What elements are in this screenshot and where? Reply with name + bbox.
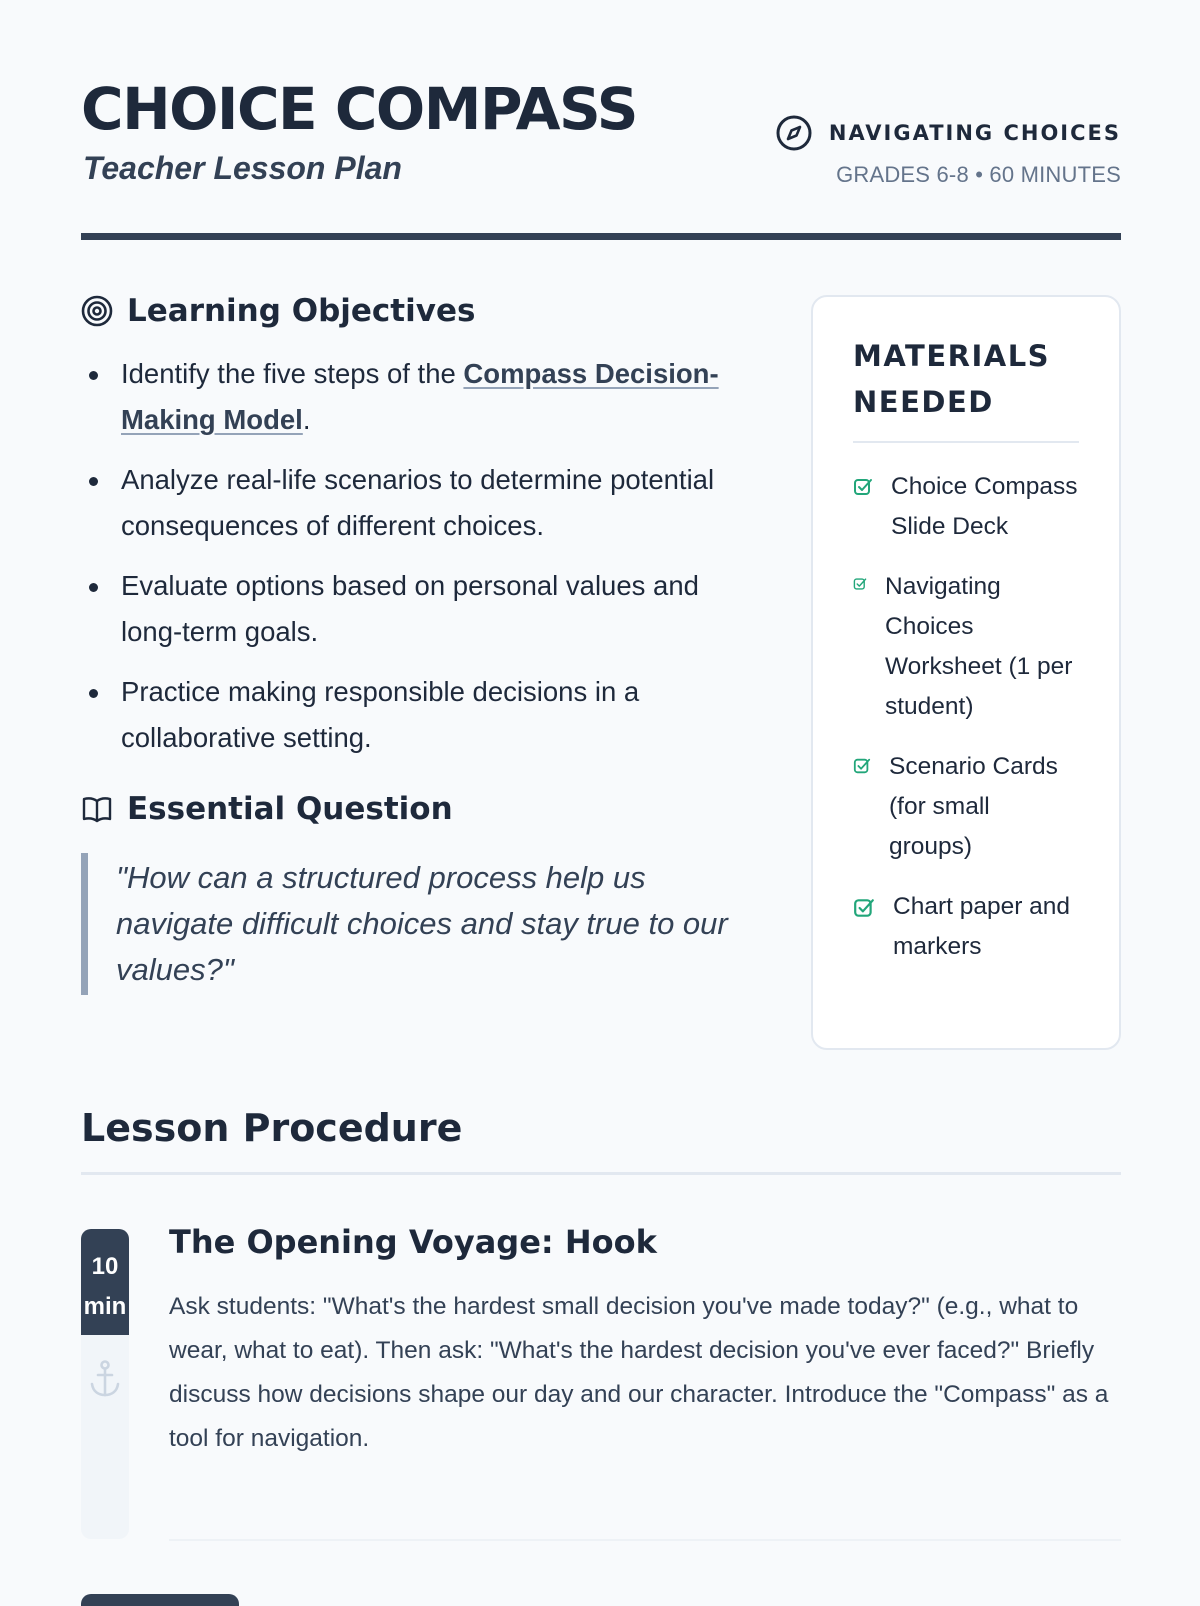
time-badge: [81, 1229, 129, 1335]
material-label: Chart paper and markers: [893, 893, 1071, 960]
materials-card: [811, 295, 1121, 1050]
step-divider: [169, 1539, 1121, 1541]
checkbox-checked-icon: [853, 577, 867, 591]
next-step-badge-partial: [81, 1594, 239, 1606]
page-subtitle: Teacher Lesson Plan: [83, 150, 402, 186]
anchor-icon: [87, 1359, 123, 1399]
material-item: [853, 467, 1079, 547]
time-unit: min: [83, 1293, 127, 1320]
objective-text-end: .: [302, 404, 311, 435]
objective-item: Practice making responsible decisions in a collaborative setting.: [81, 669, 761, 761]
procedure-title: Lesson Procedure: [81, 1106, 463, 1150]
objectives-list: [81, 351, 761, 761]
procedure-step: [81, 1223, 1121, 1539]
materials-title: MATERIALS NEEDED: [853, 339, 1051, 419]
objective-item: [81, 351, 761, 443]
open-book-icon: [81, 793, 113, 825]
material-item: [853, 887, 1079, 967]
compass-icon: [775, 114, 813, 152]
compass-model-link[interactable]: Compass Decision-Making Model: [121, 358, 719, 435]
checkbox-checked-icon: [853, 477, 873, 497]
essential-question-heading: [81, 791, 761, 827]
essential-question-title: Essential Question: [127, 791, 453, 827]
objectives-heading: [81, 293, 761, 329]
material-item: [853, 747, 1079, 867]
page-title: CHOICE COMPASS: [81, 75, 637, 143]
material-label: Scenario Cards (for small groups): [889, 753, 1058, 860]
checkbox-checked-icon: [853, 757, 871, 775]
objective-text: Identify the five steps of the: [121, 358, 464, 389]
theme-row: [775, 114, 1121, 152]
header: [81, 0, 1121, 243]
essential-question-quote: "How can a structured process help us navigate difficult choices and stay true to our values?": [81, 853, 761, 995]
material-item: [853, 567, 1079, 727]
lesson-plan-page: [81, 0, 1121, 1452]
objective-item: Analyze real-life scenarios to determine potential consequences of different choices.: [81, 457, 761, 549]
target-icon: [81, 295, 113, 327]
grade-duration-meta: GRADES 6-8 • 60 MINUTES: [836, 162, 1121, 187]
material-label: Choice Compass Slide Deck: [891, 473, 1078, 540]
materials-list: [853, 467, 1079, 967]
material-label: Navigating Choices Worksheet (1 per student): [885, 573, 1073, 720]
procedure-divider: [81, 1172, 1121, 1175]
time-value: 10: [91, 1253, 119, 1280]
materials-divider: [853, 441, 1079, 443]
objectives-title: Learning Objectives: [127, 293, 476, 329]
checkbox-checked-icon: [853, 897, 875, 919]
header-divider: [81, 233, 1121, 240]
theme-label: NAVIGATING CHOICES: [828, 121, 1121, 145]
step-description: Ask students: "What's the hardest small decision you've made today?" (e.g., what to wear, what to eat). Then ask: "What's the hardest decision you've ever faced?" Briefly discuss how decisions shape our day and our character. Introduce the "Compass" as a tool for navigation.: [169, 1293, 1109, 1452]
left-column: [81, 293, 761, 995]
objective-item: Evaluate options based on personal values and long-term goals.: [81, 563, 761, 655]
step-title: The Opening Voyage: Hook: [169, 1223, 657, 1261]
